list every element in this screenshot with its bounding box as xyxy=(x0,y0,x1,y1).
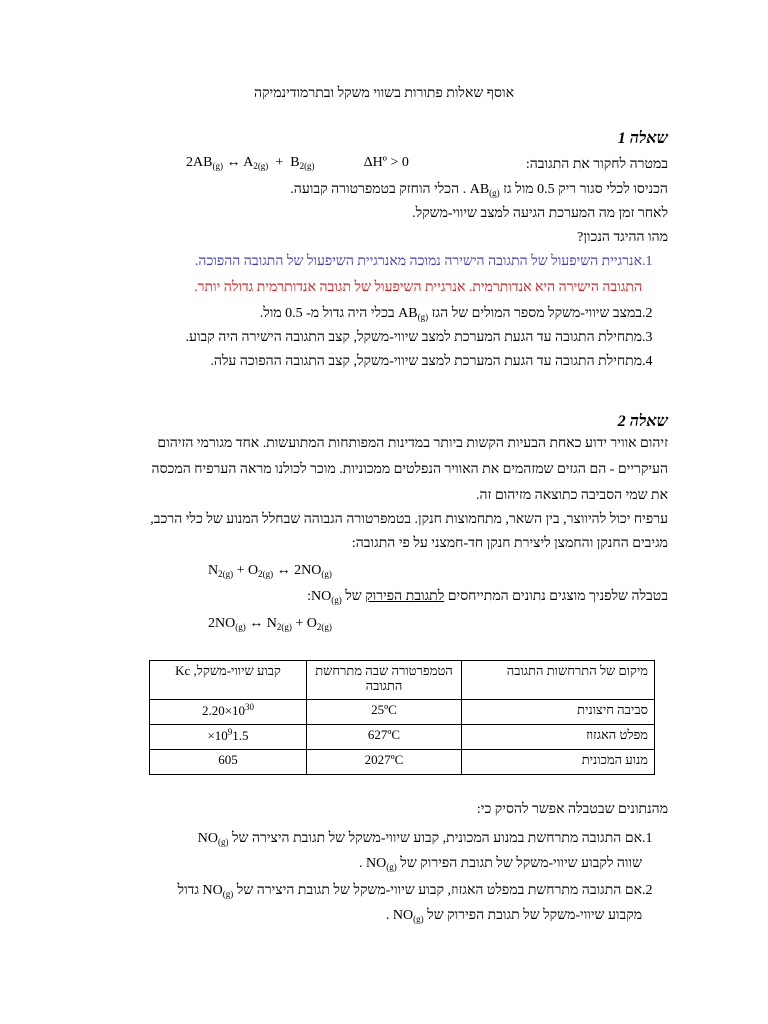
q2-conclusion-1-line-1: 1.אם התגובה מתרחשת במנוע המכונית, קבוע שיווי-משקל של תגובת היצירה של $NO_{(g)}$ xyxy=(197,831,653,847)
document-title: אוסף שאלות פתורות בשווי משקל ובתרמודינמיקה xyxy=(254,86,514,101)
q1-option-3: 3.מתחילת התגובה עד הגעת המערכת למצב שיווי-משקל, קצב התגובה הישירה היה קבוע. xyxy=(185,330,653,345)
table-cell-location: מנוע המכונית xyxy=(462,750,655,775)
q2-conclusion-2-line-1: 2.אם התגובה מתרחשת במפלט האגזוז, קבוע שיווי-משקל של תגובת היצירה של $NO_{(g)}$ גדול xyxy=(177,883,653,899)
table-cell-kc: 605 xyxy=(150,750,307,775)
q1-option-4: 4.מתחילת התגובה עד הגעת המערכת למצב שיווי-משקל, קצב התגובה ההפוכה עלה. xyxy=(210,354,653,369)
q2-para-line-4: ערפיח יכול להיווצר, בין השאר, מתחמוצות חנקן. בטמפרטורה הגבוהה שבחלל המנוע של כלי הרכב, xyxy=(150,512,668,527)
question1-heading: שאלה 1 xyxy=(617,130,668,147)
table-header-row xyxy=(150,661,655,700)
q1-question: מהו ההיגד הנכון? xyxy=(577,230,668,245)
kc-table xyxy=(149,660,655,775)
q1-line3: לאחר זמן מה המערכת הגיעה למצב שיווי-משקל. xyxy=(412,206,668,221)
table-cell-kc: $2.20\times 10^{30}$ xyxy=(150,700,307,725)
table-row xyxy=(150,700,655,725)
table-header-kc: קבוע שיווי-משקל, Kc xyxy=(150,661,307,700)
q2-conclusion-1-line-2: שווה לקבוע שיווי-משקל של תגובת הפירוק של $NO_{(g)}$ . xyxy=(359,856,642,872)
q2-para-line-3: את שמי הסביבה כתוצאה מזיהום זה. xyxy=(475,488,668,503)
q2-para-line-1: זיהום אוויר ידוע כאחת הבעיות הקשות ביותר במדינות המפותחות המתועשות. אחד מגורמי הזיהום xyxy=(157,436,668,451)
table-cell-temperature: 25ºC xyxy=(307,700,462,725)
q1-equation: $2AB_{(g)}$ ↔ $A_{2(g)} + B_{2(g)}$ ΔHº > 0 xyxy=(186,155,409,171)
table-header-location: מיקום של התרחשות התגובה xyxy=(462,661,655,700)
q2-table-intro: בטבלה שלפניך מוצגים נתונים המתייחסים לתגובת הפירוק של $NO_{(g)}$: xyxy=(307,589,668,605)
question2-heading: שאלה 2 xyxy=(617,413,668,430)
table-header-temperature: הטמפרטורה שבה מתרחשת התגובה xyxy=(307,661,462,700)
enthalpy-condition: ΔHº > 0 xyxy=(363,155,409,170)
q2-para-line-5: מגיבים החנקן והחמצן ליצירת חנקן חד-חמצני על פי התגובה: xyxy=(351,536,668,551)
q1-option-1: 1.אנרגיית השיפעול של התגובה הישירה נמוכה מאנרגיית השיפעול של התגובה ההפוכה. xyxy=(194,254,653,269)
table-row xyxy=(150,725,655,750)
table-row xyxy=(150,750,655,775)
q2-conclusion-2-line-2: מקבוע שיווי-משקל של תגובת הפירוק של $NO_{(g)}$ . xyxy=(385,908,642,924)
table-cell-location: מפלט האגזוז xyxy=(462,725,655,750)
q1-option-2: 2.במצב שיווי-משקל מספר המולים של הגז $AB_{(g)}$ בכלי היה גדול מ- 0.5 מול. xyxy=(259,306,653,322)
q1-option-1-explanation: התגובה הישירה היא אנדותרמית. אנרגיית השיפעול של תגובה אנדותרמית גדולה יותר. xyxy=(194,280,642,295)
q1-intro: במטרה לחקור את התגובה: xyxy=(525,157,668,172)
table-cell-temperature: 627ºC xyxy=(307,725,462,750)
table-cell-temperature: 2027ºC xyxy=(307,750,462,775)
q1-line2: הכניסו לכלי סגור ריק 0.5 מול גז $AB_{(g)}$ . הכלי הוחזק בטמפרטורה קבועה. xyxy=(290,182,668,198)
q2-conclusion-intro: מהנתונים שבטבלה אפשר להסיק כי: xyxy=(476,802,668,817)
table-cell-location: סביבה חיצונית xyxy=(462,700,655,725)
q2-decomposition-equation: $2NO_{(g)}$ ↔ $N_{2(g)} + O_{2(g)}$ xyxy=(208,616,332,632)
table-cell-kc: $\times 10^91.5$ xyxy=(150,725,307,750)
q2-para-line-2: העיקריים - הם הגזים שמזהמים את האוויר הנפלטים ממכוניות. מוכר לכולנו מראה הערפיח המכסה xyxy=(151,462,668,477)
q2-formation-equation: $N_{2(g)} + O_{2(g)}$ ↔ $2NO_{(g)}$ xyxy=(208,563,332,579)
